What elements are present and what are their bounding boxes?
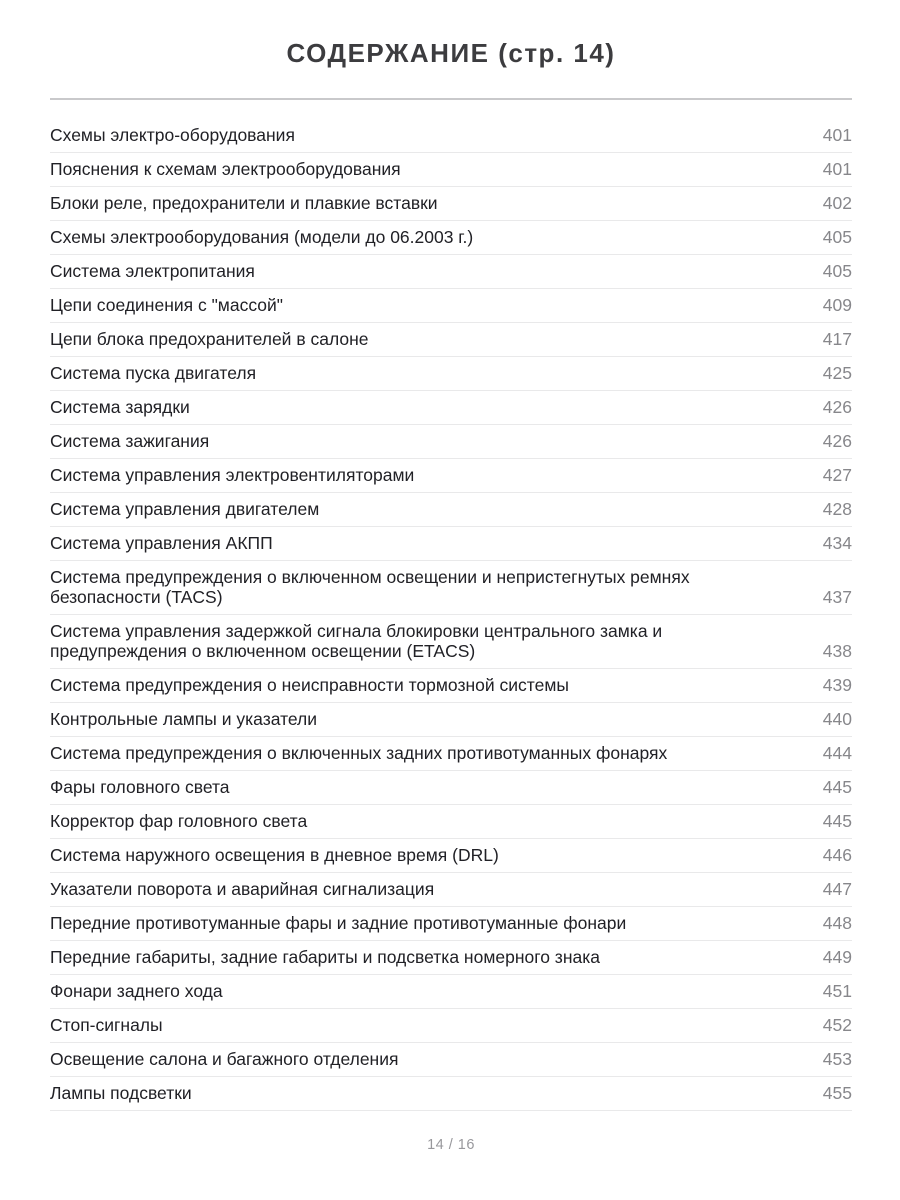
- toc-item-page: 427: [822, 465, 852, 485]
- toc-list: [50, 119, 852, 1111]
- toc-item-page: 438: [822, 641, 852, 661]
- toc-item-label: Указатели поворота и аварийная сигнализация: [50, 879, 435, 899]
- toc-item-page: 446: [822, 845, 852, 865]
- toc-row[interactable]: [50, 615, 852, 669]
- toc-row[interactable]: [50, 941, 852, 975]
- toc-row[interactable]: [50, 737, 852, 771]
- toc-item-page: 426: [822, 397, 852, 417]
- toc-item-label: Система управления задержкой сигнала блокировки центрального замка и предупреждения о включенном освещении (ETACS): [50, 621, 663, 661]
- toc-row[interactable]: [50, 187, 852, 221]
- toc-item-page: 445: [822, 777, 852, 797]
- toc-row[interactable]: [50, 255, 852, 289]
- toc-row[interactable]: [50, 221, 852, 255]
- toc-row[interactable]: [50, 907, 852, 941]
- toc-item-label: Система управления АКПП: [50, 533, 273, 553]
- toc-item-page: 426: [822, 431, 852, 451]
- toc-item-label: Система зажигания: [50, 431, 210, 451]
- toc-item-label: Схемы электрооборудования (модели до 06.2003 г.): [50, 227, 474, 247]
- toc-item-label: Цепи блока предохранителей в салоне: [50, 329, 369, 349]
- toc-item-page: 434: [822, 533, 852, 553]
- toc-item-label: Система предупреждения о включенном освещении и непристегнутых ремнях безопасности (TACS): [50, 567, 690, 607]
- toc-item-label: Стоп-сигналы: [50, 1015, 163, 1035]
- toc-item-label: Передние габариты, задние габариты и подсветка номерного знака: [50, 947, 601, 967]
- toc-item-page: 405: [822, 261, 852, 281]
- toc-item-label: Система зарядки: [50, 397, 190, 417]
- toc-item-page: 428: [822, 499, 852, 519]
- toc-row[interactable]: [50, 323, 852, 357]
- toc-item-label: Пояснения к схемам электрооборудования: [50, 159, 401, 179]
- toc-row[interactable]: [50, 805, 852, 839]
- toc-item-label: Система предупреждения о неисправности тормозной системы: [50, 675, 569, 695]
- toc-item-page: 444: [822, 743, 852, 763]
- toc-row[interactable]: [50, 771, 852, 805]
- toc-item-page: 451: [822, 981, 852, 1001]
- toc-item-label: Система наружного освещения в дневное время (DRL): [50, 845, 499, 865]
- toc-row[interactable]: [50, 873, 852, 907]
- page-title: СОДЕРЖАНИЕ (стр. 14): [286, 38, 616, 68]
- toc-item-label: Система предупреждения о включенных задних противотуманных фонарях: [50, 743, 668, 763]
- toc-item-label: Освещение салона и багажного отделения: [50, 1049, 399, 1069]
- page-indicator: 14 / 16: [427, 1137, 475, 1153]
- toc-row[interactable]: [50, 119, 852, 153]
- toc-item-label: Цепи соединения с "массой": [50, 295, 283, 315]
- toc-row[interactable]: [50, 459, 852, 493]
- toc-row[interactable]: [50, 493, 852, 527]
- toc-item-label: Лампы подсветки: [50, 1083, 192, 1103]
- toc-item-page: 453: [822, 1049, 852, 1069]
- toc-row[interactable]: [50, 975, 852, 1009]
- toc-item-page: 437: [822, 587, 852, 607]
- toc-item-page: 448: [822, 913, 852, 933]
- toc-item-label: Система управления электровентиляторами: [50, 465, 415, 485]
- toc-item-label: Схемы электро-оборудования: [50, 125, 295, 145]
- toc-row[interactable]: [50, 669, 852, 703]
- toc-item-page: 402: [822, 193, 852, 213]
- toc-row[interactable]: [50, 425, 852, 459]
- toc-item-page: 425: [822, 363, 852, 383]
- toc-row[interactable]: [50, 1043, 852, 1077]
- toc-item-label: Контрольные лампы и указатели: [50, 709, 318, 729]
- toc-item-page: 445: [822, 811, 852, 831]
- toc-item-page: 405: [822, 227, 852, 247]
- toc-item-label: Фары головного света: [50, 777, 230, 797]
- toc-item-page: 417: [822, 329, 852, 349]
- toc-row[interactable]: [50, 703, 852, 737]
- toc-item-page: 452: [822, 1015, 852, 1035]
- toc-item-label: Система управления двигателем: [50, 499, 320, 519]
- toc-item-label: Передние противотуманные фары и задние противотуманные фонари: [50, 913, 627, 933]
- toc-item-page: 447: [822, 879, 852, 899]
- toc-item-label: Система пуска двигателя: [50, 363, 257, 383]
- title-divider: [50, 98, 852, 100]
- toc-item-page: 455: [822, 1083, 852, 1103]
- toc-row[interactable]: [50, 153, 852, 187]
- toc-item-page: 439: [822, 675, 852, 695]
- toc-row[interactable]: [50, 561, 852, 615]
- toc-item-page: 440: [822, 709, 852, 729]
- toc-item-page: 449: [822, 947, 852, 967]
- toc-row[interactable]: [50, 1077, 852, 1111]
- toc-row[interactable]: [50, 1009, 852, 1043]
- toc-row[interactable]: [50, 527, 852, 561]
- toc-item-label: Корректор фар головного света: [50, 811, 308, 831]
- toc-item-label: Блоки реле, предохранители и плавкие вставки: [50, 193, 438, 213]
- toc-item-page: 401: [822, 159, 852, 179]
- toc-item-page: 409: [822, 295, 852, 315]
- toc-item-label: Система электропитания: [50, 261, 255, 281]
- toc-row[interactable]: [50, 357, 852, 391]
- toc-row[interactable]: [50, 839, 852, 873]
- toc-item-label: Фонари заднего хода: [50, 981, 223, 1001]
- toc-row[interactable]: [50, 289, 852, 323]
- toc-item-page: 401: [822, 125, 852, 145]
- toc-row[interactable]: [50, 391, 852, 425]
